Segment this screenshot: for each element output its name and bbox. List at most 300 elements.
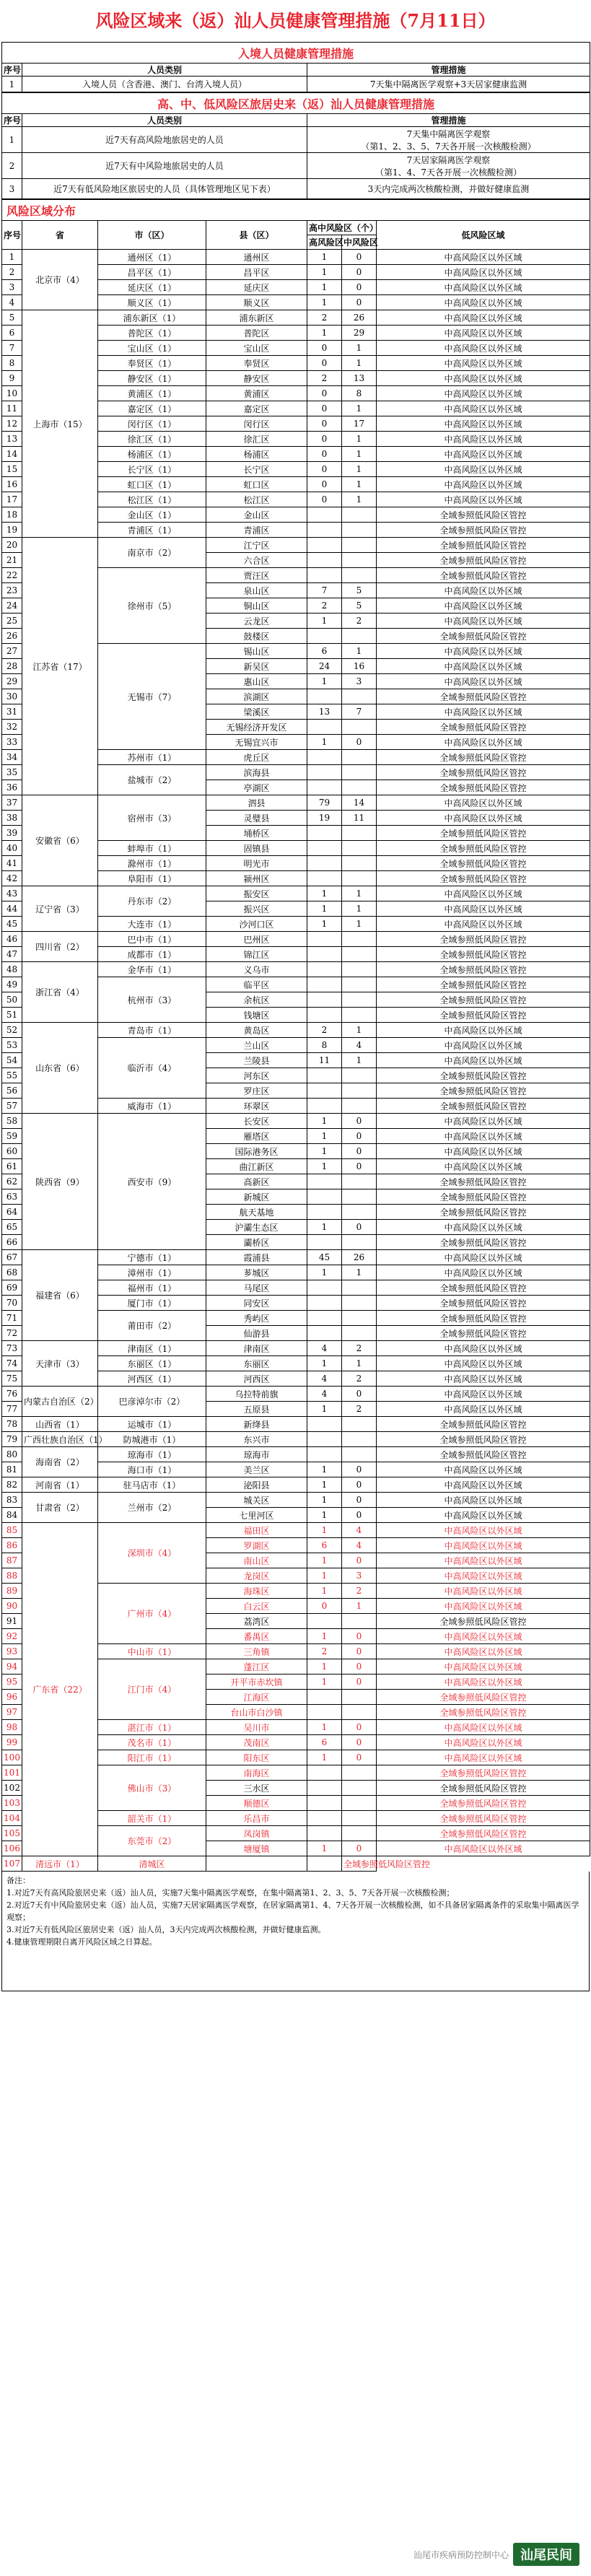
cell-mid: 2: [342, 614, 377, 629]
cell-city: 南京市（2）: [98, 538, 206, 568]
note-line: 3.对近7天有低风险区旅居史来（返）汕人员，3天内完成两次核酸检测，并做好健康监测。: [6, 1925, 326, 1934]
cell-seq: 103: [2, 1796, 22, 1811]
cell-seq: 59: [2, 1129, 22, 1144]
cell-seq: 107: [2, 1856, 22, 1872]
cell-seq: 60: [2, 1144, 22, 1159]
cell-seq: 19: [2, 523, 22, 538]
cell-seq: 48: [2, 962, 22, 977]
cell-high: [307, 1796, 342, 1811]
table-row: [2, 932, 590, 947]
cell-district: 颍州区: [206, 871, 307, 886]
cell-seq: 43: [2, 886, 22, 901]
cell-mid: 0: [342, 1675, 377, 1690]
cell-mid: 0: [342, 1129, 377, 1144]
cell-district: 滨海县: [206, 765, 307, 780]
cell-district: 台山市白沙镇: [206, 1705, 307, 1720]
cell-seq: 22: [2, 568, 22, 583]
cell-high: [307, 826, 342, 841]
cell-city: 杭州市（3）: [98, 977, 206, 1023]
cell-high: 1: [307, 1129, 342, 1144]
cell-low: 中高风险区以外区域: [377, 735, 590, 750]
cell-province: 福建省（6）: [22, 1250, 98, 1341]
cell-district: 航天基地: [206, 1205, 307, 1220]
cell-seq: 61: [2, 1159, 22, 1174]
cell-seq: 83: [2, 1493, 22, 1508]
cell-province: 陕西省（9）: [22, 1114, 98, 1250]
cell-district: 浦东新区: [206, 310, 307, 326]
col-type: 人员类别: [22, 64, 307, 77]
cell-city: 海口市（1）: [98, 1462, 206, 1477]
cell-city: 杨浦区（1）: [98, 447, 206, 462]
cell-city: 湛江市（1）: [98, 1720, 206, 1735]
cell-seq: 6: [2, 326, 22, 341]
cell-district: 闵行区: [206, 416, 307, 432]
cell-low: 中高风险区以外区域: [377, 598, 590, 614]
cell-district: 芗城区: [206, 1265, 307, 1280]
cell-high: [307, 689, 342, 704]
cell-mid: 1: [342, 432, 377, 447]
cell-district: 乐昌市: [206, 1811, 307, 1826]
cell-seq: 68: [2, 1265, 22, 1280]
cell-mid: 0: [342, 1508, 377, 1523]
cell-high: 1: [307, 1493, 342, 1508]
cell-district: 梁溪区: [206, 704, 307, 720]
cell-city: 静安区（1）: [98, 371, 206, 386]
cell-mid: [342, 1765, 377, 1781]
cell-seq: 57: [2, 1099, 22, 1114]
cell-mid: 17: [342, 416, 377, 432]
cell-mid: 0: [342, 1841, 377, 1856]
cell-seq: 96: [2, 1690, 22, 1705]
cell-low: 中高风险区以外区域: [377, 1038, 590, 1053]
cell-seq: 16: [2, 477, 22, 492]
cell-seq: 105: [2, 1826, 22, 1841]
cell-high: 1: [307, 1114, 342, 1129]
cell-district: 海珠区: [206, 1584, 307, 1599]
cell-district: 城关区: [206, 1493, 307, 1508]
cell-seq: 10: [2, 386, 22, 401]
cell-seq: 25: [2, 614, 22, 629]
cell-city: 驻马店市（1）: [98, 1477, 206, 1493]
cell-high: [307, 841, 342, 856]
cell-district: 青浦区: [206, 523, 307, 538]
cell-district: 宝山区: [206, 341, 307, 356]
cell-mid: 5: [342, 598, 377, 614]
cell-district: 长宁区: [206, 462, 307, 477]
cell-district: 三角镇: [206, 1644, 307, 1659]
cell-low: 中高风险区以外区域: [377, 1629, 590, 1644]
cell-high: [307, 1432, 342, 1447]
cell-low: 全域参照低风险区管控: [377, 1826, 590, 1841]
cell-district: 普陀区: [206, 326, 307, 341]
cell-high: 1: [307, 1659, 342, 1675]
cell-low: 全域参照低风险区管控: [342, 1856, 377, 1872]
table-row: [2, 1417, 590, 1432]
cell-district: 余杭区: [206, 992, 307, 1008]
cell-city: 松江区（1）: [98, 492, 206, 507]
cell-province: 北京市（4）: [22, 250, 98, 310]
cell-high: 0: [307, 492, 342, 507]
cell-mid: 0: [342, 1629, 377, 1644]
cell-low: 中高风险区以外区域: [377, 1659, 590, 1675]
cell-district: 美兰区: [206, 1462, 307, 1477]
cell-city: 虹口区（1）: [98, 477, 206, 492]
cell-high: 1: [307, 1523, 342, 1538]
cell-high: [307, 1705, 342, 1720]
cell-city: 延庆区（1）: [98, 280, 206, 295]
cell-district: 徐汇区: [206, 432, 307, 447]
cell-low: 全域参照低风险区管控: [377, 553, 590, 568]
cell-high: 1: [307, 1265, 342, 1280]
cell-district: 振安区: [206, 886, 307, 901]
cell-low: 全域参照低风险区管控: [377, 1690, 590, 1705]
cell-district: 松江区: [206, 492, 307, 507]
cell-low: 全域参照低风险区管控: [377, 1174, 590, 1189]
cell-seq: 2: [2, 265, 22, 280]
cell-high: 1: [307, 1750, 342, 1765]
table-row: [2, 1523, 590, 1538]
cell-low: 全域参照低风险区管控: [377, 1447, 590, 1462]
cell-city: 威海市（1）: [98, 1099, 206, 1114]
cell-high: [307, 1099, 342, 1114]
cell-high: 2: [307, 1644, 342, 1659]
cell-district: 吴川市: [206, 1720, 307, 1735]
cell-seq: 24: [2, 598, 22, 614]
cell-mid: [342, 689, 377, 704]
cell-district: 仙游县: [206, 1326, 307, 1341]
cell-city: 昌平区（1）: [98, 265, 206, 280]
cell-seq: 88: [2, 1568, 22, 1584]
cell-high: 0: [307, 462, 342, 477]
cell-high: [307, 947, 342, 962]
cell-low: 全域参照低风险区管控: [377, 1235, 590, 1250]
cell-district: 南海区: [206, 1765, 307, 1781]
cell-mid: 1: [342, 356, 377, 371]
cell-city: 徐汇区（1）: [98, 432, 206, 447]
cell-low: 全域参照低风险区管控: [377, 1311, 590, 1326]
cell-district: 茂南区: [206, 1735, 307, 1750]
cell-mid: [342, 750, 377, 765]
cell-low: 中高风险区以外区域: [377, 1584, 590, 1599]
cell-seq: 23: [2, 583, 22, 598]
cell-low: 全域参照低风险区管控: [377, 1296, 590, 1311]
cell-low: 中高风险区以外区域: [377, 1371, 590, 1387]
cell-high: 2: [307, 598, 342, 614]
cell-mid: 0: [342, 1644, 377, 1659]
cell-district: 塘厦镇: [206, 1841, 307, 1856]
cell-district: 虎丘区: [206, 750, 307, 765]
cell-district: 灵璧县: [206, 811, 307, 826]
cell-low: 全域参照低风险区管控: [377, 962, 590, 977]
cell-city: 清远市（1）: [22, 1856, 98, 1872]
cell-high: [307, 568, 342, 583]
cell-province: 广东省（22）: [22, 1523, 98, 1856]
cell-mid: 0: [342, 1750, 377, 1765]
cell-district: 顺义区: [206, 295, 307, 310]
cell-high: 1: [307, 901, 342, 917]
cell-seq: 42: [2, 871, 22, 886]
cell-high: [307, 1781, 342, 1796]
cell-mid: 11: [342, 811, 377, 826]
cell-mid: [342, 1432, 377, 1447]
cell-seq: 18: [2, 507, 22, 523]
cell-high: 0: [307, 477, 342, 492]
cell-high: 0: [307, 432, 342, 447]
cell-low: 全域参照低风险区管控: [377, 992, 590, 1008]
cell-high: [307, 1296, 342, 1311]
cell-city: 浦东新区（1）: [98, 310, 206, 326]
cell-high: [307, 856, 342, 871]
cell-city: 宿州市（3）: [98, 795, 206, 841]
cell-high: 1: [307, 1220, 342, 1235]
cell-mid: 0: [342, 1659, 377, 1675]
cell-seq: 37: [2, 795, 22, 811]
cell-province: 甘肃省（2）: [22, 1493, 98, 1523]
cell-mid: 2: [342, 1402, 377, 1417]
table-row: [2, 1387, 590, 1402]
cell-seq: 50: [2, 992, 22, 1008]
cell-low: 中高风险区以外区域: [377, 1387, 590, 1402]
cell-seq: 17: [2, 492, 22, 507]
cell-district: 兰山区: [206, 1038, 307, 1053]
cell-seq: 64: [2, 1205, 22, 1220]
cell-city: 临沂市（4）: [98, 1038, 206, 1099]
cell-province: 安徽省（6）: [22, 795, 98, 886]
cell-seq: 104: [2, 1811, 22, 1826]
cell-city: 兰州市（2）: [98, 1493, 206, 1523]
cell-low: 中高风险区以外区域: [377, 401, 590, 416]
cell-high: 1: [307, 1144, 342, 1159]
cell-low: 中高风险区以外区域: [377, 1493, 590, 1508]
cell-seq: 41: [2, 856, 22, 871]
notes: [1, 1872, 590, 1991]
cell-city: 黄浦区（1）: [98, 386, 206, 401]
cell-city: 津南区（1）: [98, 1341, 206, 1356]
cell-district: 马尾区: [206, 1280, 307, 1296]
cell-district: 贾汪区: [206, 568, 307, 583]
cell-mid: 1: [342, 341, 377, 356]
cell-high: 6: [307, 1538, 342, 1553]
cell-low: 全域参照低风险区管控: [377, 1205, 590, 1220]
cell-low: 中高风险区以外区域: [377, 1341, 590, 1356]
cell-low: 中高风险区以外区域: [377, 1523, 590, 1538]
cell-seq: 14: [2, 447, 22, 462]
cell-district: 云龙区: [206, 614, 307, 629]
cell-district: 泉山区: [206, 583, 307, 598]
cell-low: 全域参照低风险区管控: [377, 871, 590, 886]
cell-low: 中高风险区以外区域: [377, 295, 590, 310]
cell-mid: 1: [342, 1599, 377, 1614]
table-row: [2, 1856, 590, 1872]
cell-district: 无锡经济开发区: [206, 720, 307, 735]
cell-high: 1: [307, 295, 342, 310]
cell-mid: 7: [342, 704, 377, 720]
cell-district: 振兴区: [206, 901, 307, 917]
cell-district: 固镇县: [206, 841, 307, 856]
cell-low: 中高风险区以外区域: [377, 1114, 590, 1129]
cell-province: 内蒙古自治区（2）: [22, 1387, 98, 1417]
cell-mid: [342, 826, 377, 841]
cell-district: 杨浦区: [206, 447, 307, 462]
cell-seq: 73: [2, 1341, 22, 1356]
cell-low: 中高风险区以外区域: [377, 1508, 590, 1523]
cell-mid: 26: [342, 310, 377, 326]
cell-city: 青岛市（1）: [98, 1023, 206, 1038]
cell-district: 义乌市: [206, 962, 307, 977]
cell-seq: 87: [2, 1553, 22, 1568]
cell-mid: [342, 1235, 377, 1250]
cell-seq: 95: [2, 1675, 22, 1690]
cell-mid: [342, 1205, 377, 1220]
cell-low: 中高风险区以外区域: [377, 704, 590, 720]
cell-high: [307, 1174, 342, 1189]
table-row: [2, 538, 590, 553]
cell-low: 中高风险区以外区域: [377, 644, 590, 659]
note-line: 1.对近7天有高风险旅居史来（返）汕人员，实施7天集中隔离医学观察，在集中隔离第1、2、3、5、7天各开展一次核酸检测；: [6, 1888, 455, 1898]
cell-district: 滨湖区: [206, 689, 307, 704]
risk-table: [1, 92, 590, 199]
table-row: [2, 1341, 590, 1356]
cell-district: 黄岛区: [206, 1023, 307, 1038]
cell-seq: 80: [2, 1447, 22, 1462]
cell-low: 中高风险区以外区域: [377, 1462, 590, 1477]
cell-mid: 0: [342, 1114, 377, 1129]
cell-high: [206, 1856, 307, 1872]
cell-seq: 90: [2, 1599, 22, 1614]
cell-mid: 1: [342, 1023, 377, 1038]
col-high: 高风险区: [307, 235, 342, 250]
cell-district: 兰陵县: [206, 1053, 307, 1068]
cell-mid: [342, 856, 377, 871]
cell-district: 番禺区: [206, 1629, 307, 1644]
cell-city: 江门市（4）: [98, 1659, 206, 1720]
cell-high: 1: [307, 1462, 342, 1477]
cell-seq: 9: [2, 371, 22, 386]
cell-mid: 0: [342, 250, 377, 265]
cell-high: 1: [307, 674, 342, 689]
cell-low: 中高风险区以外区域: [377, 386, 590, 401]
cell-seq: 82: [2, 1477, 22, 1493]
cell-district: 雁塔区: [206, 1129, 307, 1144]
cell-city: 运城市（1）: [98, 1417, 206, 1432]
cell-province: 河南省（1）: [22, 1477, 98, 1493]
cell-mid: 3: [342, 1568, 377, 1584]
cell-low: 全域参照低风险区管控: [377, 1417, 590, 1432]
cell-high: [307, 932, 342, 947]
cell-seq: 1: [2, 250, 22, 265]
cell-mid: [342, 1811, 377, 1826]
cell-high: 2: [307, 310, 342, 326]
cell-seq: 15: [2, 462, 22, 477]
cell-low: 中高风险区以外区域: [377, 886, 590, 901]
cell-mid: [342, 1008, 377, 1023]
cell-district: 临平区: [206, 977, 307, 992]
cell-low: 中高风险区以外区域: [377, 1023, 590, 1038]
cell-seq: 70: [2, 1296, 22, 1311]
cell-seq: 78: [2, 1417, 22, 1432]
cell-city: 顺义区（1）: [98, 295, 206, 310]
cell-mid: [342, 1417, 377, 1432]
cell-mid: 1: [342, 901, 377, 917]
cell-district: 罗湖区: [206, 1538, 307, 1553]
cell-high: 4: [307, 1371, 342, 1387]
cell-city: 盐城市（2）: [98, 765, 206, 795]
cell-high: 0: [307, 341, 342, 356]
col-count: 高中风险区（个）: [307, 221, 377, 235]
cell-low: 中高风险区以外区域: [377, 583, 590, 598]
cell-seq: 56: [2, 1083, 22, 1099]
cell-mid: 4: [342, 1523, 377, 1538]
cell-city: 长宁区（1）: [98, 462, 206, 477]
cell-seq: 33: [2, 735, 22, 750]
cell-low: 全域参照低风险区管控: [377, 856, 590, 871]
cell-district: 国际港务区: [206, 1144, 307, 1159]
table-row: [2, 962, 590, 977]
table-row: [2, 1114, 590, 1129]
cell-low: 全域参照低风险区管控: [377, 1796, 590, 1811]
cell-high: 0: [307, 386, 342, 401]
cell-mid: 14: [342, 795, 377, 811]
cell-city: 青浦区（1）: [98, 523, 206, 538]
cell-low: 全域参照低风险区管控: [377, 932, 590, 947]
cell-city: 大连市（1）: [98, 917, 206, 932]
cell-seq: 71: [2, 1311, 22, 1326]
cell-high: [307, 992, 342, 1008]
cell-province: 山西省（1）: [22, 1417, 98, 1432]
cell-mid: 16: [342, 659, 377, 674]
cell-low: 全域参照低风险区管控: [377, 629, 590, 644]
cell-mid: [342, 1447, 377, 1462]
cell-city: 巴彦淖尔市（2）: [98, 1387, 206, 1417]
cell-high: 1: [307, 1508, 342, 1523]
cell-high: 8: [307, 1038, 342, 1053]
cell-mid: 1: [342, 1053, 377, 1068]
cell-seq: 74: [2, 1356, 22, 1371]
cell-seq: 53: [2, 1038, 22, 1053]
cell-seq: 13: [2, 432, 22, 447]
cell-low: 中高风险区以外区域: [377, 674, 590, 689]
cell-low: 全域参照低风险区管控: [377, 780, 590, 795]
cell-province: 海南省（2）: [22, 1447, 98, 1477]
col-mid: 中风险区: [342, 235, 377, 250]
cell-seq: 11: [2, 401, 22, 416]
cell-seq: 29: [2, 674, 22, 689]
cell-seq: 91: [2, 1614, 22, 1629]
cell-province: 辽宁省（3）: [22, 886, 98, 932]
cell-low: 全域参照低风险区管控: [377, 1432, 590, 1447]
cell-mid: [342, 871, 377, 886]
cell-high: 1: [307, 1720, 342, 1735]
cell-high: 1: [307, 614, 342, 629]
cell-low: 中高风险区以外区域: [377, 447, 590, 462]
cell-district: 延庆区: [206, 280, 307, 295]
cell-low: 中高风险区以外区域: [377, 477, 590, 492]
cell-mid: [342, 720, 377, 735]
cell-district: 明光市: [206, 856, 307, 871]
cell-district: 江宁区: [206, 538, 307, 553]
cell-mid: 0: [342, 1220, 377, 1235]
cell-low: 全域参照低风险区管控: [377, 1280, 590, 1296]
cell-high: [307, 553, 342, 568]
cell-mid: [342, 1189, 377, 1205]
cell-city: 广州市（4）: [98, 1584, 206, 1644]
cell-high: 79: [307, 795, 342, 811]
cell-district: 六合区: [206, 553, 307, 568]
cell-seq: 52: [2, 1023, 22, 1038]
cell-district: 秀屿区: [206, 1311, 307, 1326]
cell-mid: 1: [342, 644, 377, 659]
cell-mid: [342, 1781, 377, 1796]
